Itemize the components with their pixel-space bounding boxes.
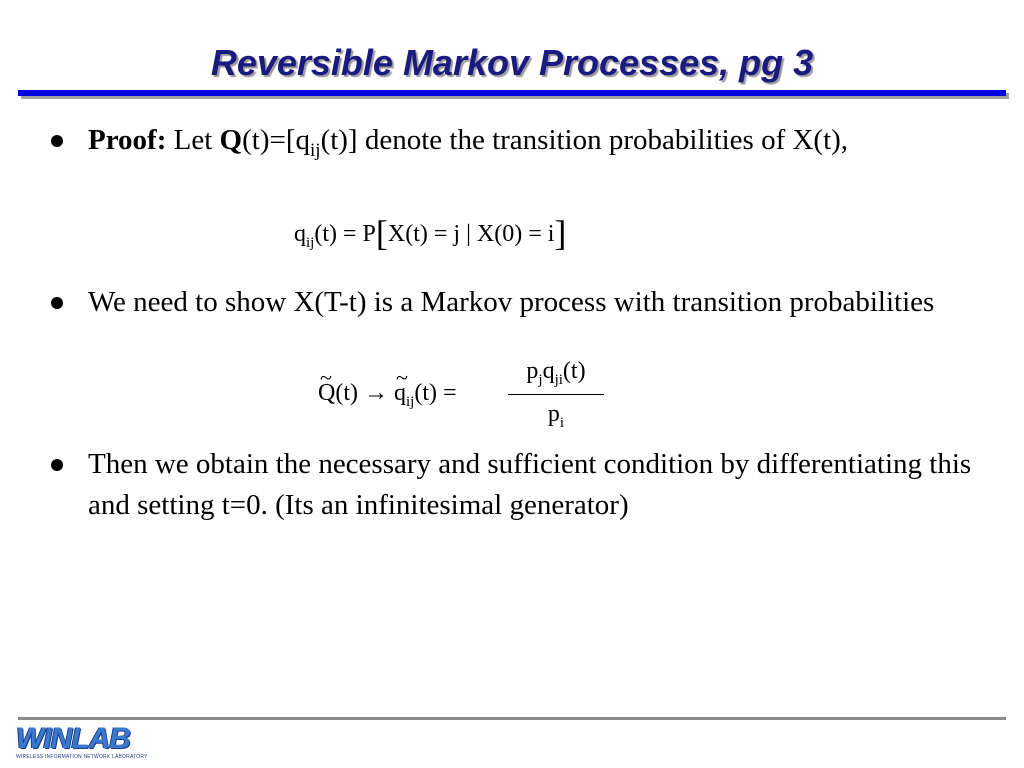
title-underline [18,90,1006,96]
fraction-denominator [508,401,604,431]
equation-reversed-process [318,380,457,410]
logo-wordmark: WINLAB [16,722,130,755]
bracket-close: ] [554,213,567,253]
eq-segment: (t) → [335,380,394,406]
eq-symbol: p [547,401,560,427]
text-segment: Let [166,124,220,156]
bullet-text [88,120,988,161]
fraction-numerator [508,358,604,394]
slide-title: Reversible Markov Processes, pg 3 [210,42,814,83]
fraction [508,358,604,431]
matrix-symbol: Q [219,124,243,156]
eq-symbol: q [542,358,555,384]
footer-rule [18,717,1006,720]
subscript: ij [406,393,415,410]
winlab-logo [16,724,168,764]
bullet-dot-icon [51,297,63,309]
text-segment: (t)] denote the transition probabilities of X(t), [320,124,849,156]
eq-symbol: p [526,358,539,384]
eq-segment: (t) = [414,380,457,406]
subscript: i [559,414,565,431]
tilde-symbol: ~ q [394,380,406,407]
subscript: ij [306,234,315,251]
tilde-symbol: ~ Q [318,380,335,407]
logo-tagline: WIRELESS INFORMATION NETWORK LABORATORY [16,754,148,760]
subscript: ji [554,371,563,388]
eq-symbol: q [294,221,306,247]
eq-segment: (t) = P [314,221,376,247]
eq-segment: (t) [562,358,586,384]
bullet-dot-icon [51,459,63,471]
subscript: j [538,371,543,388]
bullet-text: Then we obtain the necessary and sufficient condition by differentiating this and setting t=0. (Its an infinitesimal generator) [88,448,972,521]
subscript: ij [310,139,321,161]
fraction-bar [508,394,604,395]
eq-segment: X(t) = j | X(0) = i [387,221,555,247]
text-segment: (t)=[q [242,124,310,156]
bullet-dot-icon [51,135,63,147]
bracket-open: [ [375,213,388,253]
proof-label: Proof: [88,124,167,156]
equation-transition-probability [294,212,566,254]
bullet-text: We need to show X(T-t) is a Markov process with transition probabilities [88,286,935,318]
